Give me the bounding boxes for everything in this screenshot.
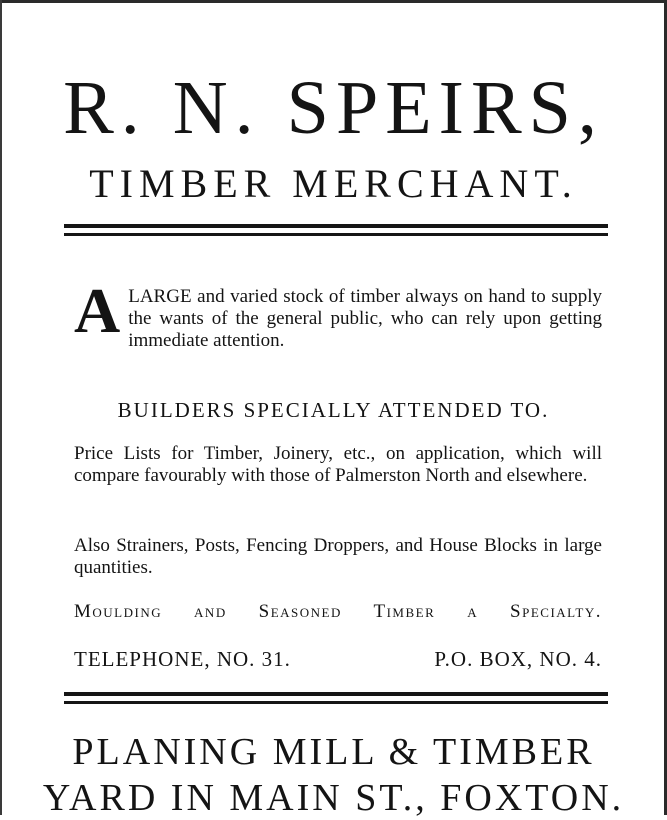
drop-cap: A	[74, 275, 121, 346]
bottom-double-rule-lower	[64, 701, 608, 704]
top-double-rule-lower	[64, 233, 608, 236]
firm-name-heading: R. N. SPEIRS,	[63, 66, 604, 150]
top-double-rule-upper	[64, 224, 608, 228]
footer-line-2: YARD IN MAIN ST., FOXTON.	[42, 777, 625, 819]
builders-notice: BUILDERS SPECIALLY ATTENDED TO.	[117, 398, 550, 422]
footer-line-1: PLANING MILL & TIMBER	[72, 731, 595, 773]
moulding-specialty-line: Moulding and Seasoned Timber a Specialty.	[74, 601, 602, 622]
bottom-double-rule-upper	[64, 692, 608, 696]
telephone-number: TELEPHONE, NO. 31.	[74, 647, 291, 671]
trade-subheading: TIMBER MERCHANT.	[89, 161, 578, 206]
intro-paragraph	[74, 275, 602, 352]
top-border	[0, 0, 667, 3]
also-stock-paragraph: Also Strainers, Posts, Fencing Droppers, and House Blocks in large quantities.	[74, 535, 602, 578]
price-lists-paragraph: Price Lists for Timber, Joinery, etc., on application, which will compare favourably with those of Palmerston North and elsewhere.	[74, 443, 602, 486]
intro-text: LARGE and varied stock of timber always on hand to supply the wants of the general public, who can rely upon getting immediate attention.	[128, 286, 602, 351]
contact-row	[74, 646, 602, 672]
po-box-number: P.O. BOX, NO. 4.	[434, 647, 602, 671]
